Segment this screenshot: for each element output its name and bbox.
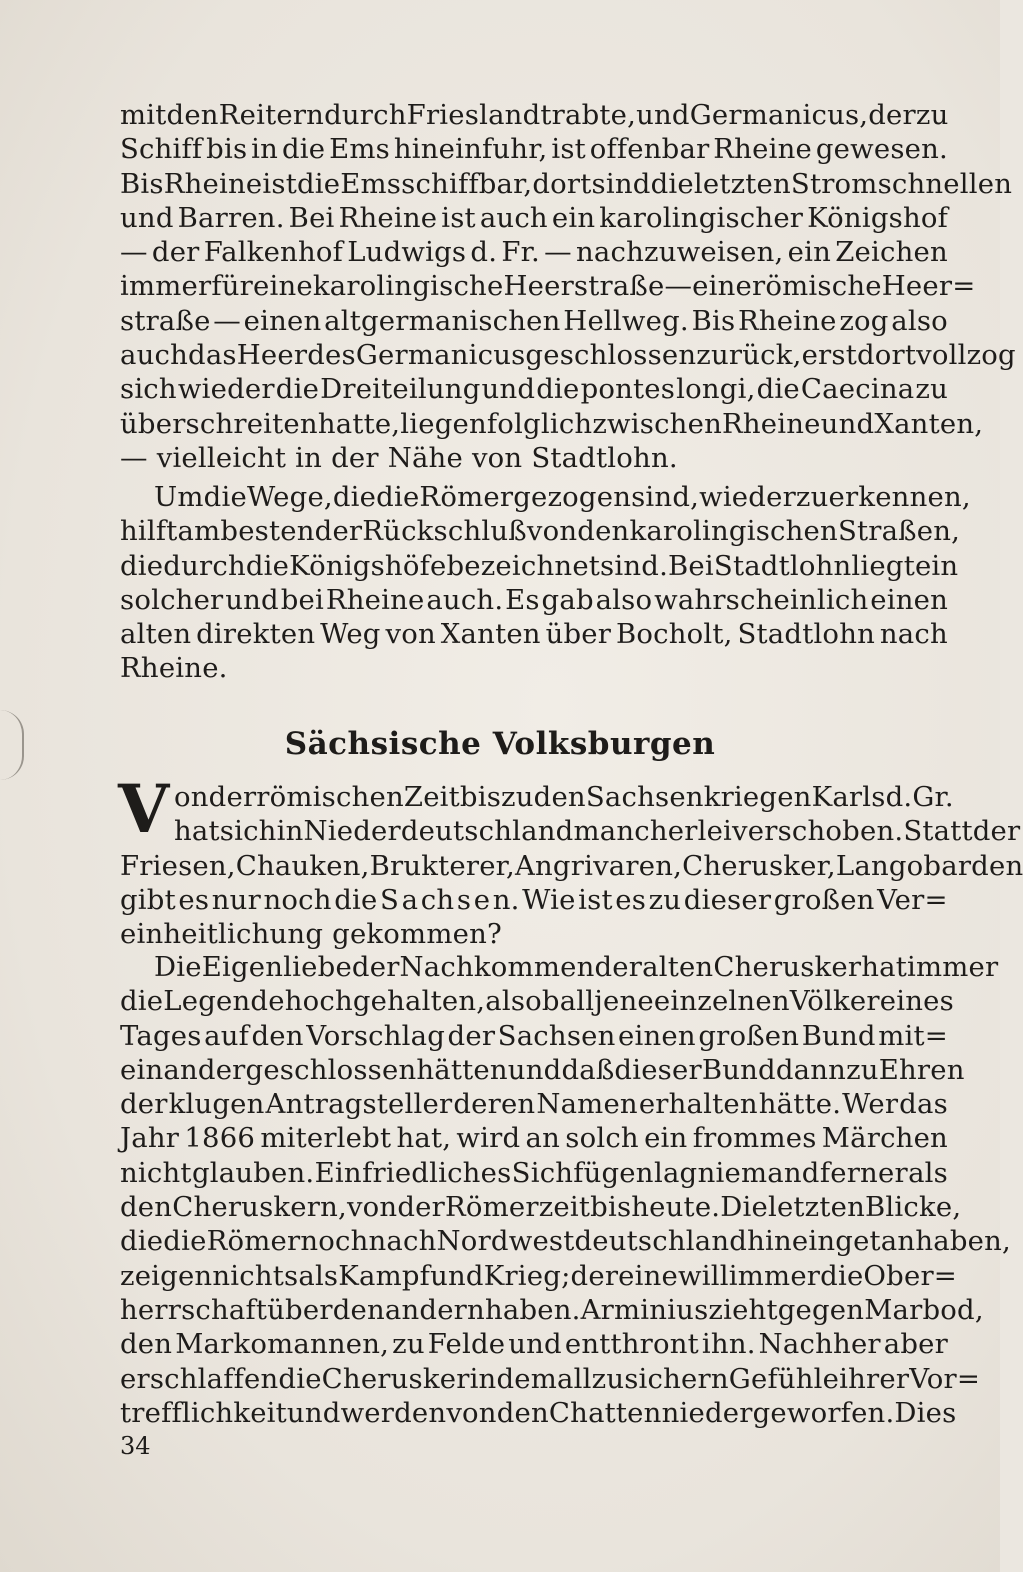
text-line: die Legende hochgehalten, als ob all jene einzelnen Völker eines [120,985,954,1018]
text-line: solcher und bei Rheine auch. Es gab also wahrscheinlich einen [120,583,948,616]
text-line: überschreiten hatte, liegen folglich zwischen Rheine und Xanten, [120,407,984,440]
text-line: hilft am besten der Rückschluß von den karolingischen Straßen, [120,515,961,548]
drop-cap: V [118,770,170,848]
text-line: die die Römer noch nach Nordwestdeutschland hinein getan haben, [120,1225,1011,1258]
section-heading: Sächsische Volksburgen [284,726,716,762]
text-line: straße — einen altgermanischen Hellweg. Bis Rheine zog also [120,304,948,337]
text-line: alten direkten Weg von Xanten über Bocholt, Stadtlohn nach [120,618,948,651]
paragraph-2 [120,480,971,686]
text-line: und Barren. Bei Rheine ist auch ein karolingischer Königshof [120,201,948,234]
paragraph-3 [120,780,1023,951]
text-line: einheitlichung gekommen? [120,918,502,951]
text-line: herrschaft über den andern haben. Arminius zieht gegen Marbod, [120,1293,984,1326]
text-line: gibt es nur noch die S a ch s e n. Wie ist es zu dieser großen Ver= [120,883,948,916]
text-line: Rheine. [120,652,228,685]
text-line: den Cheruskern, von der Römerzeit bis heute. Die letzten Blicke, [120,1191,962,1224]
text-line: Die Eigenliebe der Nachkommen der alten Cherusker hat immer [154,951,999,983]
text-line: Um die Wege, die die Römer gezogen sind, wiederzuerkennen, [154,481,971,513]
text-line: nicht glauben. Ein friedliches Sichfügen lag niemand ferner als [120,1156,948,1189]
text-line: zeigen nichts als Kampf und Krieg; der eine will immer die Ober= [120,1259,958,1292]
text-line: der klugen Antragsteller deren Namen erhalten hätte. Wer das [120,1088,948,1121]
text-line: erschlaffen die Cherusker in dem allzu sichern Gefühle ihrer Vor= [120,1362,981,1395]
text-line: einander geschlossen hätten und daß dieser Bund dann zu Ehren [120,1053,965,1086]
text-line: die durch die Königshöfe bezeichnet sind. Bei Stadtlohn liegt ein [120,549,959,582]
text-line: immer für eine karolingische Heerstraße — eine römische Heer= [120,270,976,303]
page-number: 34 [120,1432,151,1460]
text-line: Tages auf den Vorschlag der Sachsen einen großen Bund mit= [120,1019,948,1052]
text-line: Jahr 1866 miterlebt hat, wird an solch ein frommes Märchen [120,1122,948,1155]
text-line: Friesen, Chauken, Brukterer, Angrivaren, Cherusker, Langobarden [120,849,1023,882]
text-line: mit den Reitern durch Friesland trabte, und Germanicus, der zu [120,99,949,131]
text-line: hat sich in Niederdeutschland mancherlei verschoben. Statt der [174,815,1021,848]
paragraph-4 [120,950,1011,1430]
text-line: trefflichkeit und werden von den Chatten niedergeworfen. Dies [120,1396,957,1429]
text-line: den Markomannen, zu Felde und entthront ihn. Nachher aber [120,1328,948,1361]
text-line: sich wieder die Dreiteilung und die pontes longi, die Caecina zu [120,373,948,406]
text-line: on der römischen Zeit bis zu den Sachsenkriegen Karls d. Gr. [174,781,954,813]
text-line: Schiff bis in die Ems hineinfuhr, ist offenbar Rheine gewesen. [120,133,948,166]
text-line: auch das Heer des Germanicus geschlossen zurück, erst dort vollzog [120,339,1016,372]
text-line: — vielleicht in der Nähe von Stadtlohn. [120,441,678,474]
paragraph-1 [120,98,1016,475]
text-line: Bis Rheine ist die Ems schiffbar, dort sind die letzten Stromschnellen [120,167,1013,200]
text-line: — der Falkenhof Ludwigs d. Fr. — nachzuweisen, ein Zeichen [120,236,948,269]
